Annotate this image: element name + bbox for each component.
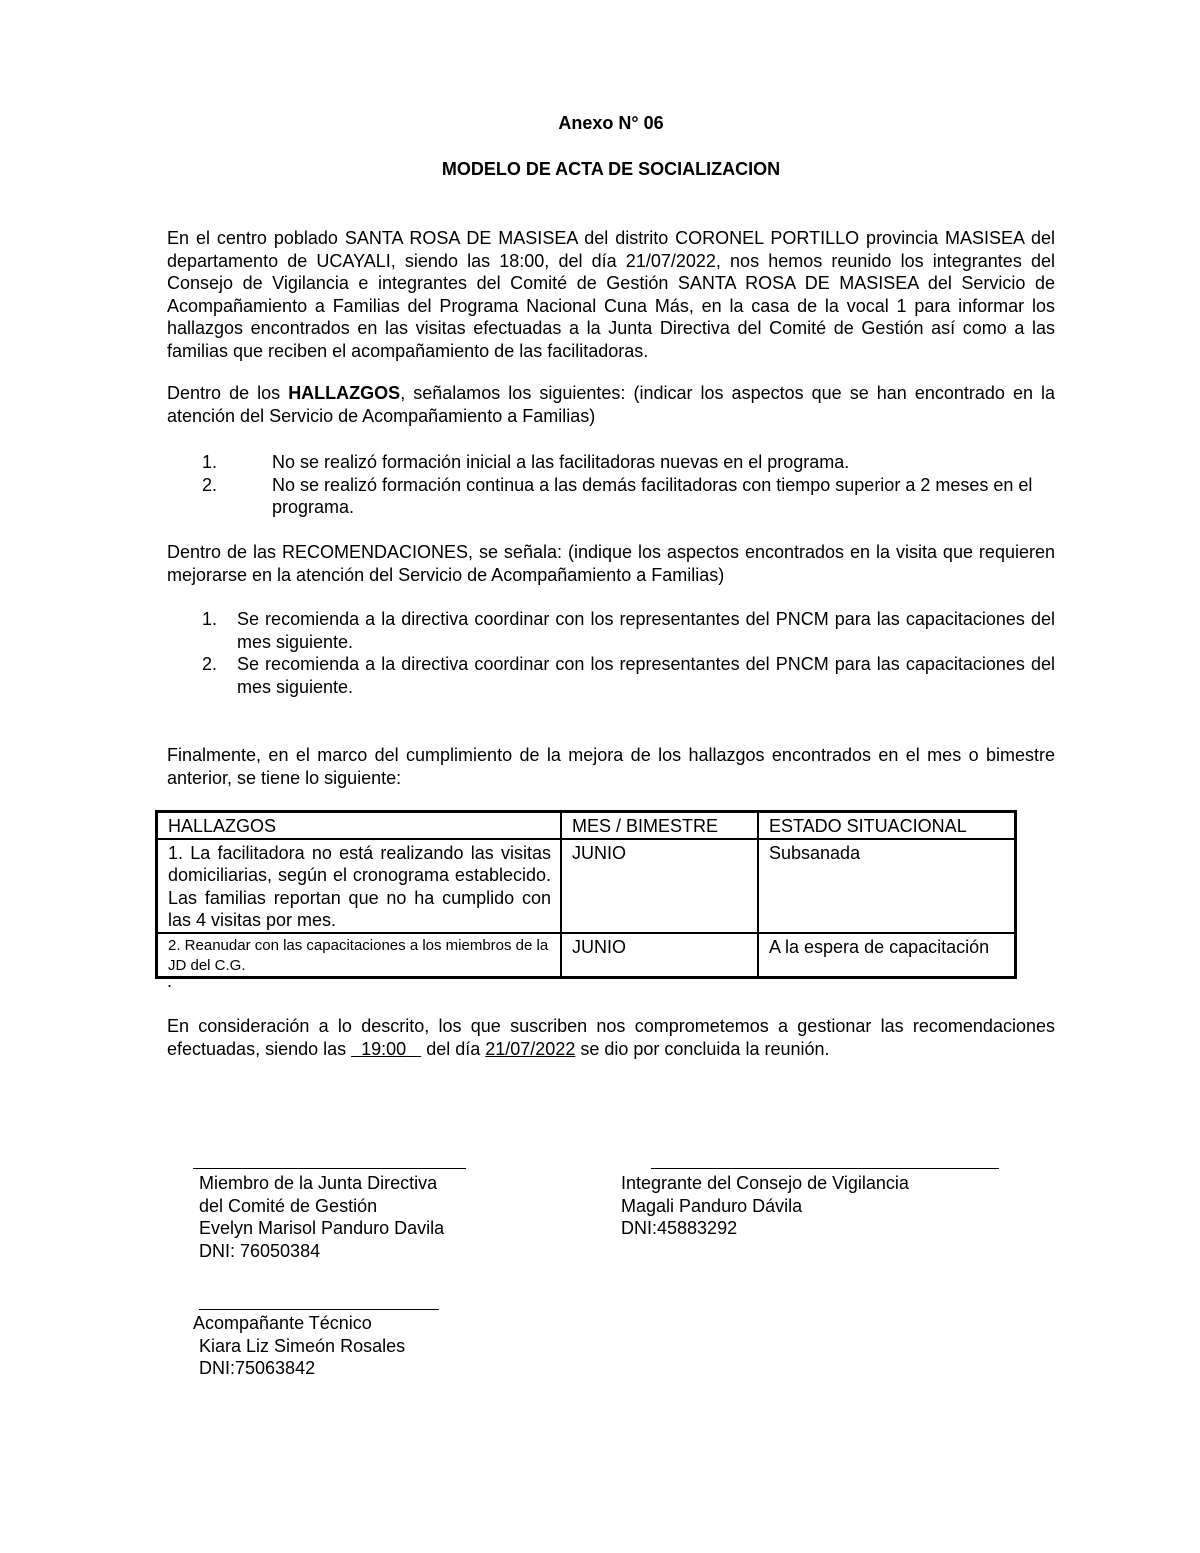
finding-item: 1. No se realizó formación inicial a las facilitadoras nuevas en el programa. xyxy=(202,452,850,472)
recommendations-intro: Dentro de las RECOMENDACIONES, se señala: (indique los aspectos encontrados en la visita que requieren mejorarse en la atención del Servicio de Acompañamiento a Familias) xyxy=(167,542,1055,585)
header-hallazgos: HALLAZGOS xyxy=(157,812,562,839)
closing-time: 19:00 xyxy=(361,1038,407,1059)
signature-line-right xyxy=(651,1168,999,1169)
cell-estado: Subsanada xyxy=(758,839,1016,933)
final-intro: Finalmente, en el marco del cumplimiento de la mejora de los hallazgos encontrados en el mes o bimestre anterior, se tiene lo siguiente: xyxy=(167,745,1055,788)
header-estado-situacional: ESTADO SITUACIONAL xyxy=(758,812,1016,839)
findings-list xyxy=(167,451,1055,519)
cell-estado: A la espera de capacitación xyxy=(758,933,1016,978)
header-mes-bimestre: MES / BIMESTRE xyxy=(561,812,758,839)
recommendation-item: 1. Se recomienda a la directiva coordinar con los representantes del PNCM para las capacitaciones del mes siguiente. xyxy=(202,609,1055,652)
recommendation-item: 2. Se recomienda a la directiva coordinar con los representantes del PNCM para las capacitaciones del mes siguiente. xyxy=(202,654,1055,697)
signature-block-right: Integrante del Consejo de Vigilancia Magali Panduro Dávila DNI:45883292 xyxy=(621,1173,909,1238)
table-row xyxy=(157,839,1016,933)
table-row xyxy=(157,933,1016,978)
annex-number: Anexo N° 06 xyxy=(558,113,664,133)
signature-line-left xyxy=(193,1168,466,1169)
intro-paragraph: En el centro poblado SANTA ROSA DE MASISEA del distrito CORONEL PORTILLO provincia MASISEA del departamento de UCAYALI, siendo las 18:00, del día 21/07/2022, nos hemos reunido los integrantes del Consejo de Vigilancia e integrantes del Comité de Gestión SANTA ROSA DE MASISEA del Servicio de Acompañamiento a Familias del Programa Nacional Cuna Más, en la casa de la vocal 1 para informar los hallazgos encontrados en las visitas efectuadas a la Junta Directiva del Comité de Gestión así como a las familias que reciben el acompañamiento de las facilitadoras. xyxy=(167,228,1055,361)
finding-item: 2. No se realizó formación continua a las demás facilitadoras con tiempo superior a 2 meses en el programa. xyxy=(202,474,1033,517)
cell-hallazgo: 1. La facilitadora no está realizando las visitas domiciliarias, según el cronograma establecido. Las familias reportan que no ha cumplido con las 4 visitas por mes. xyxy=(157,839,562,933)
signature-block-left: Miembro de la Junta Directiva del Comité de Gestión Evelyn Marisol Panduro Davila DNI: 76050384 xyxy=(199,1173,445,1261)
cell-mes: JUNIO xyxy=(561,933,758,978)
recommendations-list xyxy=(167,608,1055,698)
table-header-row xyxy=(157,812,1016,839)
stray-dot: . xyxy=(167,971,173,991)
cell-hallazgo: 2. Reanudar con las capacitaciones a los miembros de la JD del C.G. xyxy=(157,933,562,978)
closing-paragraph: En consideración a lo descrito, los que suscriben nos comprometemos a gestionar las recomendaciones efectuadas, siendo las 19:00 del día 21/07/2022 se dio por concluida la reunión. xyxy=(167,1016,1055,1059)
cell-mes: JUNIO xyxy=(561,839,758,933)
closing-date: 21/07/2022 xyxy=(485,1038,576,1059)
signature-line-bottom xyxy=(199,1309,439,1310)
findings-intro: Dentro de los HALLAZGOS, señalamos los siguientes: (indicar los aspectos que se han encontrado en la atención del Servicio de Acompañamiento a Familias) xyxy=(167,383,1056,426)
document-title: MODELO DE ACTA DE SOCIALIZACION xyxy=(441,159,781,179)
findings-status-table xyxy=(155,810,1017,979)
signature-block-bottom: Acompañante Técnico Kiara Liz Simeón Rosales DNI:75063842 xyxy=(193,1313,406,1378)
